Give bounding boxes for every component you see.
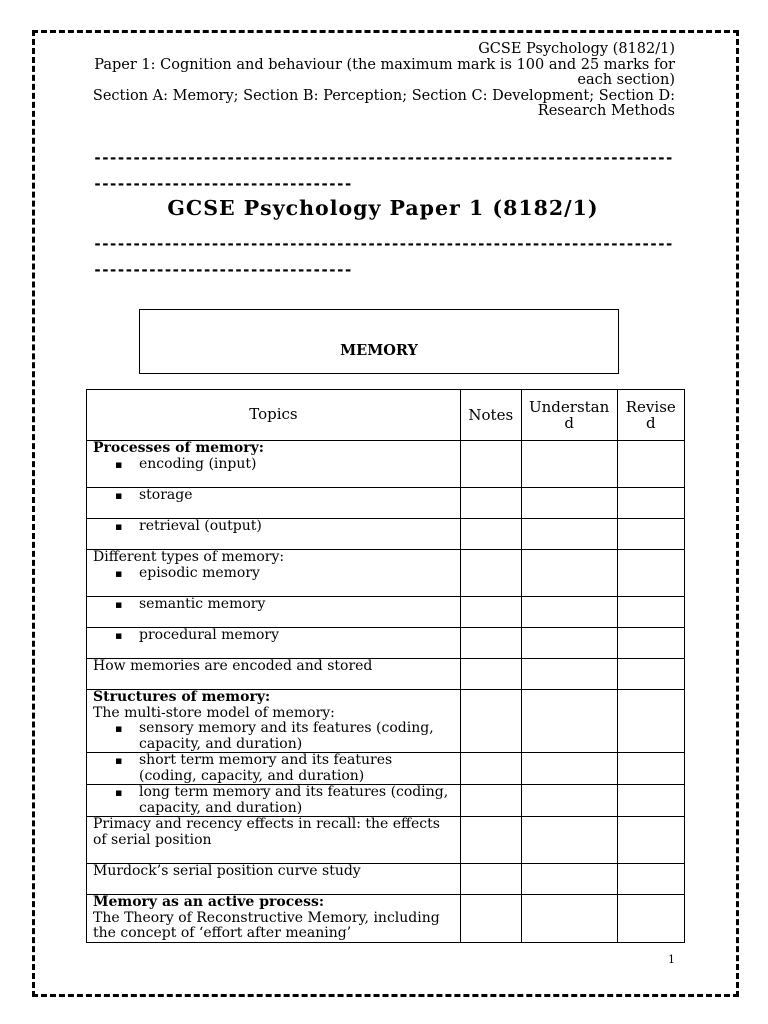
header-understand: Understand	[521, 390, 617, 441]
table-row	[87, 628, 685, 659]
table-row	[87, 488, 685, 519]
understand-checkbox[interactable]	[521, 690, 617, 753]
understand-checkbox[interactable]	[521, 550, 617, 597]
topic-text: Murdock’s serial position curve study	[93, 863, 361, 879]
topic-text: encoding (input)	[139, 455, 257, 472]
header-topics: Topics	[87, 390, 461, 441]
notes-checkbox[interactable]	[460, 597, 521, 628]
table-row	[87, 895, 685, 943]
topic-text: The Theory of Reconstructive Memory, including the concept of ‘effort after meaning’	[93, 909, 440, 941]
understand-checkbox[interactable]	[521, 753, 617, 785]
list-item	[93, 753, 454, 784]
notes-checkbox[interactable]	[460, 659, 521, 690]
understand-checkbox[interactable]	[521, 785, 617, 817]
table-row	[87, 864, 685, 895]
revised-checkbox[interactable]	[617, 597, 684, 628]
topics-table	[86, 389, 685, 943]
topic-text: Primacy and recency effects in recall: the effects of serial position	[93, 816, 440, 848]
topic-heading: Structures of memory:	[93, 689, 271, 705]
list-item	[93, 785, 454, 816]
revised-checkbox[interactable]	[617, 519, 684, 550]
bullet-icon: ▪	[115, 566, 123, 580]
bullet-icon: ▪	[115, 786, 123, 799]
bullet-icon: ▪	[115, 722, 123, 735]
topic-text: long term memory and its features (coding, capacity, and duration)	[139, 784, 449, 816]
notes-checkbox[interactable]	[460, 441, 521, 488]
topic-heading: Memory as an active process:	[93, 894, 325, 910]
list-item	[93, 457, 454, 473]
document-header	[75, 42, 675, 120]
topic-text: semantic memory	[139, 596, 266, 612]
table-row	[87, 519, 685, 550]
table-header-row	[87, 390, 685, 441]
header-course: GCSE Psychology (8182/1)	[478, 41, 675, 57]
section-heading: MEMORY	[340, 342, 418, 359]
topic-text: short term memory and its features (coding, capacity, and duration)	[139, 752, 393, 784]
understand-checkbox[interactable]	[521, 864, 617, 895]
header-sections: Section A: Memory; Section B: Perception; Section C: Development; Section D: Research Methods	[92, 87, 675, 119]
notes-checkbox[interactable]	[460, 550, 521, 597]
notes-checkbox[interactable]	[460, 519, 521, 550]
table-row	[87, 597, 685, 628]
bullet-icon: ▪	[115, 754, 123, 767]
bullet-icon: ▪	[115, 520, 123, 533]
revised-checkbox[interactable]	[617, 550, 684, 597]
list-item	[93, 488, 454, 504]
revised-checkbox[interactable]	[617, 441, 684, 488]
notes-checkbox[interactable]	[460, 753, 521, 785]
topic-text: The multi-store model of memory:	[93, 704, 335, 721]
revised-checkbox[interactable]	[617, 895, 684, 943]
topic-text: storage	[139, 487, 193, 503]
understand-checkbox[interactable]	[521, 597, 617, 628]
understand-checkbox[interactable]	[521, 659, 617, 690]
table-row	[87, 817, 685, 864]
bullet-icon: ▪	[115, 629, 123, 642]
notes-checkbox[interactable]	[460, 690, 521, 753]
list-item	[93, 519, 454, 535]
header-revised: Revised	[617, 390, 684, 441]
topic-text: episodic memory	[139, 564, 260, 581]
topic-text: How memories are encoded and stored	[93, 658, 373, 674]
revised-checkbox[interactable]	[617, 864, 684, 895]
table-row	[87, 550, 685, 597]
revised-checkbox[interactable]	[617, 659, 684, 690]
table-row	[87, 690, 685, 753]
list-item	[93, 597, 454, 613]
understand-checkbox[interactable]	[521, 895, 617, 943]
understand-checkbox[interactable]	[521, 628, 617, 659]
revised-checkbox[interactable]	[617, 690, 684, 753]
understand-checkbox[interactable]	[521, 519, 617, 550]
notes-checkbox[interactable]	[460, 895, 521, 943]
bullet-icon: ▪	[115, 489, 123, 502]
revised-checkbox[interactable]	[617, 817, 684, 864]
list-item	[93, 721, 454, 752]
header-notes: Notes	[460, 390, 521, 441]
separator-top: -----------------------------------------------------------------------------------------------------------	[93, 149, 673, 193]
header-paper: Paper 1: Cognition and behaviour (the maximum mark is 100 and 25 marks for each section)	[94, 56, 675, 88]
notes-checkbox[interactable]	[460, 628, 521, 659]
topic-text: procedural memory	[139, 627, 280, 643]
understand-checkbox[interactable]	[521, 817, 617, 864]
table-row	[87, 441, 685, 488]
notes-checkbox[interactable]	[460, 488, 521, 519]
topic-heading: Processes of memory:	[93, 440, 264, 456]
separator-bottom: -----------------------------------------------------------------------------------------------------------	[93, 235, 673, 279]
page-number: 1	[668, 953, 675, 966]
topic-text: retrieval (output)	[139, 518, 262, 534]
table-row	[87, 753, 685, 785]
topic-text: Different types of memory:	[93, 549, 285, 565]
list-item	[93, 628, 454, 644]
revised-checkbox[interactable]	[617, 488, 684, 519]
revised-checkbox[interactable]	[617, 628, 684, 659]
understand-checkbox[interactable]	[521, 488, 617, 519]
notes-checkbox[interactable]	[460, 817, 521, 864]
revised-checkbox[interactable]	[617, 785, 684, 817]
bullet-icon: ▪	[115, 598, 123, 611]
table-row	[87, 659, 685, 690]
list-item	[93, 566, 454, 582]
notes-checkbox[interactable]	[460, 864, 521, 895]
topic-text: sensory memory and its features (coding, capacity, and duration)	[139, 720, 434, 752]
table-row	[87, 785, 685, 817]
page-title: GCSE Psychology Paper 1 (8182/1)	[167, 196, 599, 220]
revised-checkbox[interactable]	[617, 753, 684, 785]
section-heading-box	[139, 309, 619, 374]
notes-checkbox[interactable]	[460, 785, 521, 817]
understand-checkbox[interactable]	[521, 441, 617, 488]
bullet-icon: ▪	[115, 457, 123, 471]
